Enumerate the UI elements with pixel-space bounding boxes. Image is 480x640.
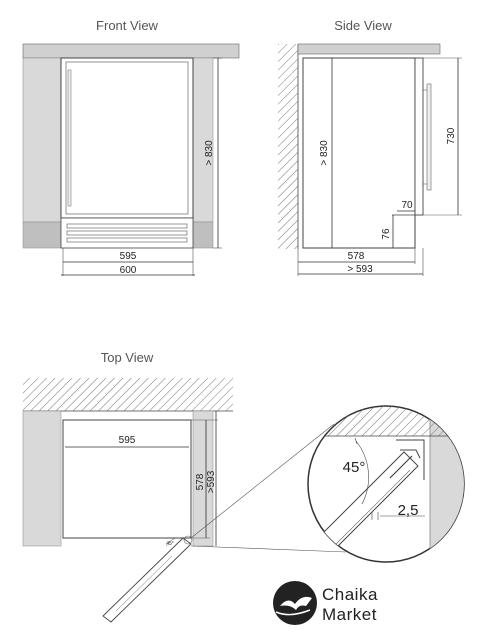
brand-name-line1: Chaika	[322, 585, 378, 604]
side-door-gap-dim: 70	[401, 200, 413, 211]
top-wall-hatch	[23, 378, 233, 411]
front-view-title: Front View	[96, 18, 158, 33]
top-small-angle: 45°	[166, 541, 174, 547]
side-countertop	[298, 44, 440, 54]
front-right-cabinet	[193, 58, 213, 222]
side-view-title: Side View	[334, 18, 392, 33]
front-left-cabinet	[23, 58, 61, 222]
side-door	[415, 58, 423, 215]
detail-leader-bottom	[191, 546, 346, 552]
top-width-dim: 595	[118, 435, 136, 446]
front-inner-width-dim: 595	[119, 251, 137, 262]
side-wall-hatch	[278, 44, 298, 249]
side-height-min-dim: > 830	[319, 140, 330, 166]
side-depth-min-dim: > 593	[347, 264, 373, 275]
hinge-detail	[300, 400, 480, 570]
side-height-dim: 730	[446, 127, 457, 145]
top-view-title: Top View	[100, 350, 154, 365]
front-door-handle	[68, 70, 71, 206]
brand-logo	[273, 581, 378, 625]
front-outer-width-dim: 600	[119, 265, 137, 276]
front-appliance-body	[61, 58, 193, 218]
side-view	[278, 18, 462, 276]
front-right-plinth	[193, 222, 213, 248]
seagull-logo-icon	[273, 581, 317, 625]
side-plinth-dim: 76	[381, 228, 392, 240]
top-left-cabinet	[23, 411, 61, 546]
side-depth-dim: 578	[347, 251, 365, 262]
brand-name-line2: Market	[322, 605, 377, 624]
front-grille	[61, 218, 193, 248]
top-open-door	[103, 538, 191, 622]
top-depth-dim: 578	[195, 473, 206, 491]
front-left-plinth	[23, 222, 61, 248]
side-door-handle	[427, 84, 431, 190]
top-depth-min-dim: >593	[206, 470, 217, 494]
front-view	[23, 18, 239, 276]
detail-angle: 45°	[342, 459, 366, 476]
detail-gap: 2,5	[397, 502, 419, 519]
front-countertop	[23, 44, 239, 58]
front-height-dim: > 830	[204, 140, 215, 166]
